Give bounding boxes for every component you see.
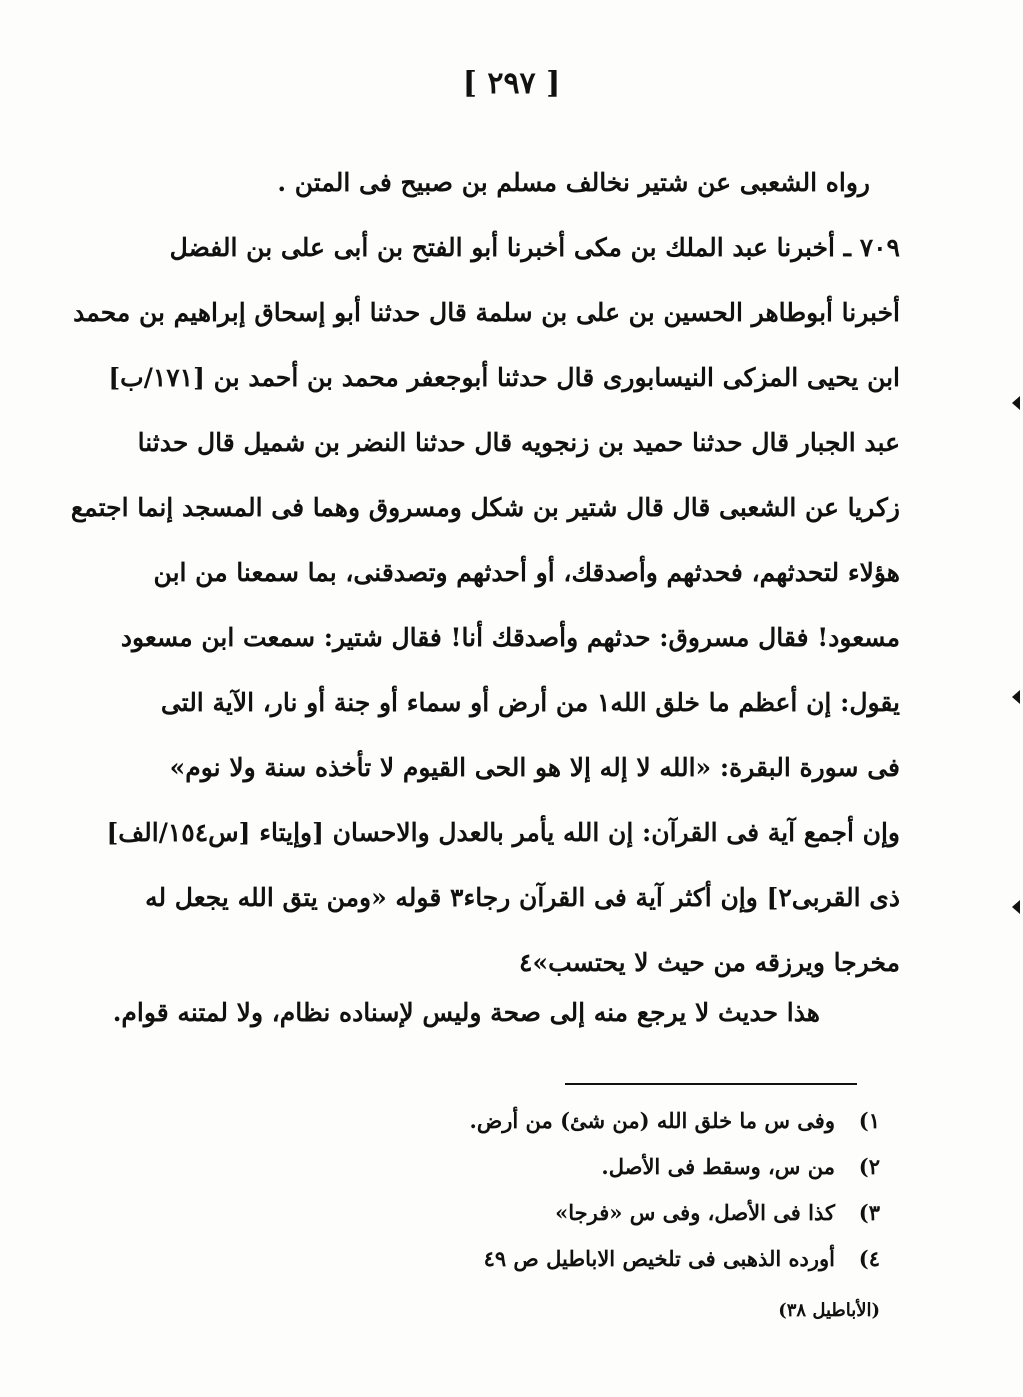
page-number: [ ٢٩٧ ] xyxy=(462,66,561,101)
text-line: ابن يحيى المزكى النيسابورى قال حدثنا أبوجعفر محمد بن أحمد بن [١٧١/ب] xyxy=(108,363,900,392)
footnote-divider xyxy=(565,1083,857,1085)
text-line: ٧٠٩ ـ أخبرنا عبد الملك بن مكى أخبرنا أبو الفتح بن أبى على بن الفضل xyxy=(169,233,900,262)
closing-remark: هذا حديث لا يرجع منه إلى صحة وليس لإسناده نظام، ولا لمتنه قوام. xyxy=(112,998,820,1027)
scan-edge-mark xyxy=(1012,396,1020,410)
footnote-number: ٤) xyxy=(858,1246,880,1271)
text-line: فى سورة البقرة: «الله لا إله إلا هو الحى القيوم لا تأخذه سنة ولا نوم» xyxy=(169,753,900,782)
footnote-text: كذا فى الأصل، وفى س «فرجا» xyxy=(555,1200,835,1225)
text-line: عبد الجبار قال حدثنا حميد بن زنجويه قال حدثنا النضر بن شميل قال حدثنا xyxy=(137,428,900,457)
footnote-text: أورده الذهبى فى تلخيص الاباطيل ص ٤٩ xyxy=(483,1246,835,1271)
text-line: هؤلاء لتحدثهم، فحدثهم وأصدقك، أو أحدثهم وتصدقنى، بما سمعنا من ابن xyxy=(153,558,900,587)
footnote-number: ٢) xyxy=(858,1154,880,1179)
footnote-item xyxy=(400,1236,880,1282)
text-line: مسعود! فقال مسروق: حدثهم وأصدقك أنا! فقال شتير: سمعت ابن مسعود xyxy=(120,623,900,652)
footnote-number: ٣) xyxy=(858,1200,880,1225)
scan-edge-mark xyxy=(1012,690,1020,704)
text-line: يقول: إن أعظم ما خلق الله١ من أرض أو سماء أو جنة أو نار، الآية التى xyxy=(160,688,900,717)
footnote-item xyxy=(400,1098,880,1144)
main-text xyxy=(70,150,900,995)
text-line: رواه الشعبى عن شتير نخالف مسلم بن صبيح فى المتن . xyxy=(277,168,870,197)
text-line: أخبرنا أبوطاهر الحسين بن على بن سلمة قال حدثنا أبو إسحاق إبراهيم بن محمد xyxy=(73,298,900,327)
footnotes xyxy=(400,1098,880,1282)
footnote-item xyxy=(400,1144,880,1190)
footnote-item xyxy=(400,1190,880,1236)
text-line: ذى القربى٢] وإن أكثر آية فى القرآن رجاء٣ قوله «ومن يتق الله يجعل له xyxy=(145,883,900,912)
footnote-number: ١) xyxy=(858,1108,880,1133)
text-line: زكريا عن الشعبى قال قال شتير بن شكل ومسروق وهما فى المسجد إنما اجتمع xyxy=(70,493,900,522)
text-line: وإن أجمع آية فى القرآن: إن الله يأمر بالعدل والاحسان [وإيتاء [س١٥٤/الف] xyxy=(106,818,900,847)
footnote-text: وفى س ما خلق الله (من شئ) من أرض. xyxy=(469,1108,835,1133)
text-line: مخرجا ويرزقه من حيث لا يحتسب»٤ xyxy=(519,948,900,977)
footnote-text: من س، وسقط فى الأصل. xyxy=(601,1154,835,1179)
scan-edge-mark xyxy=(1012,900,1020,914)
signature-mark: (الأباطيل ٣٨) xyxy=(778,1300,880,1321)
